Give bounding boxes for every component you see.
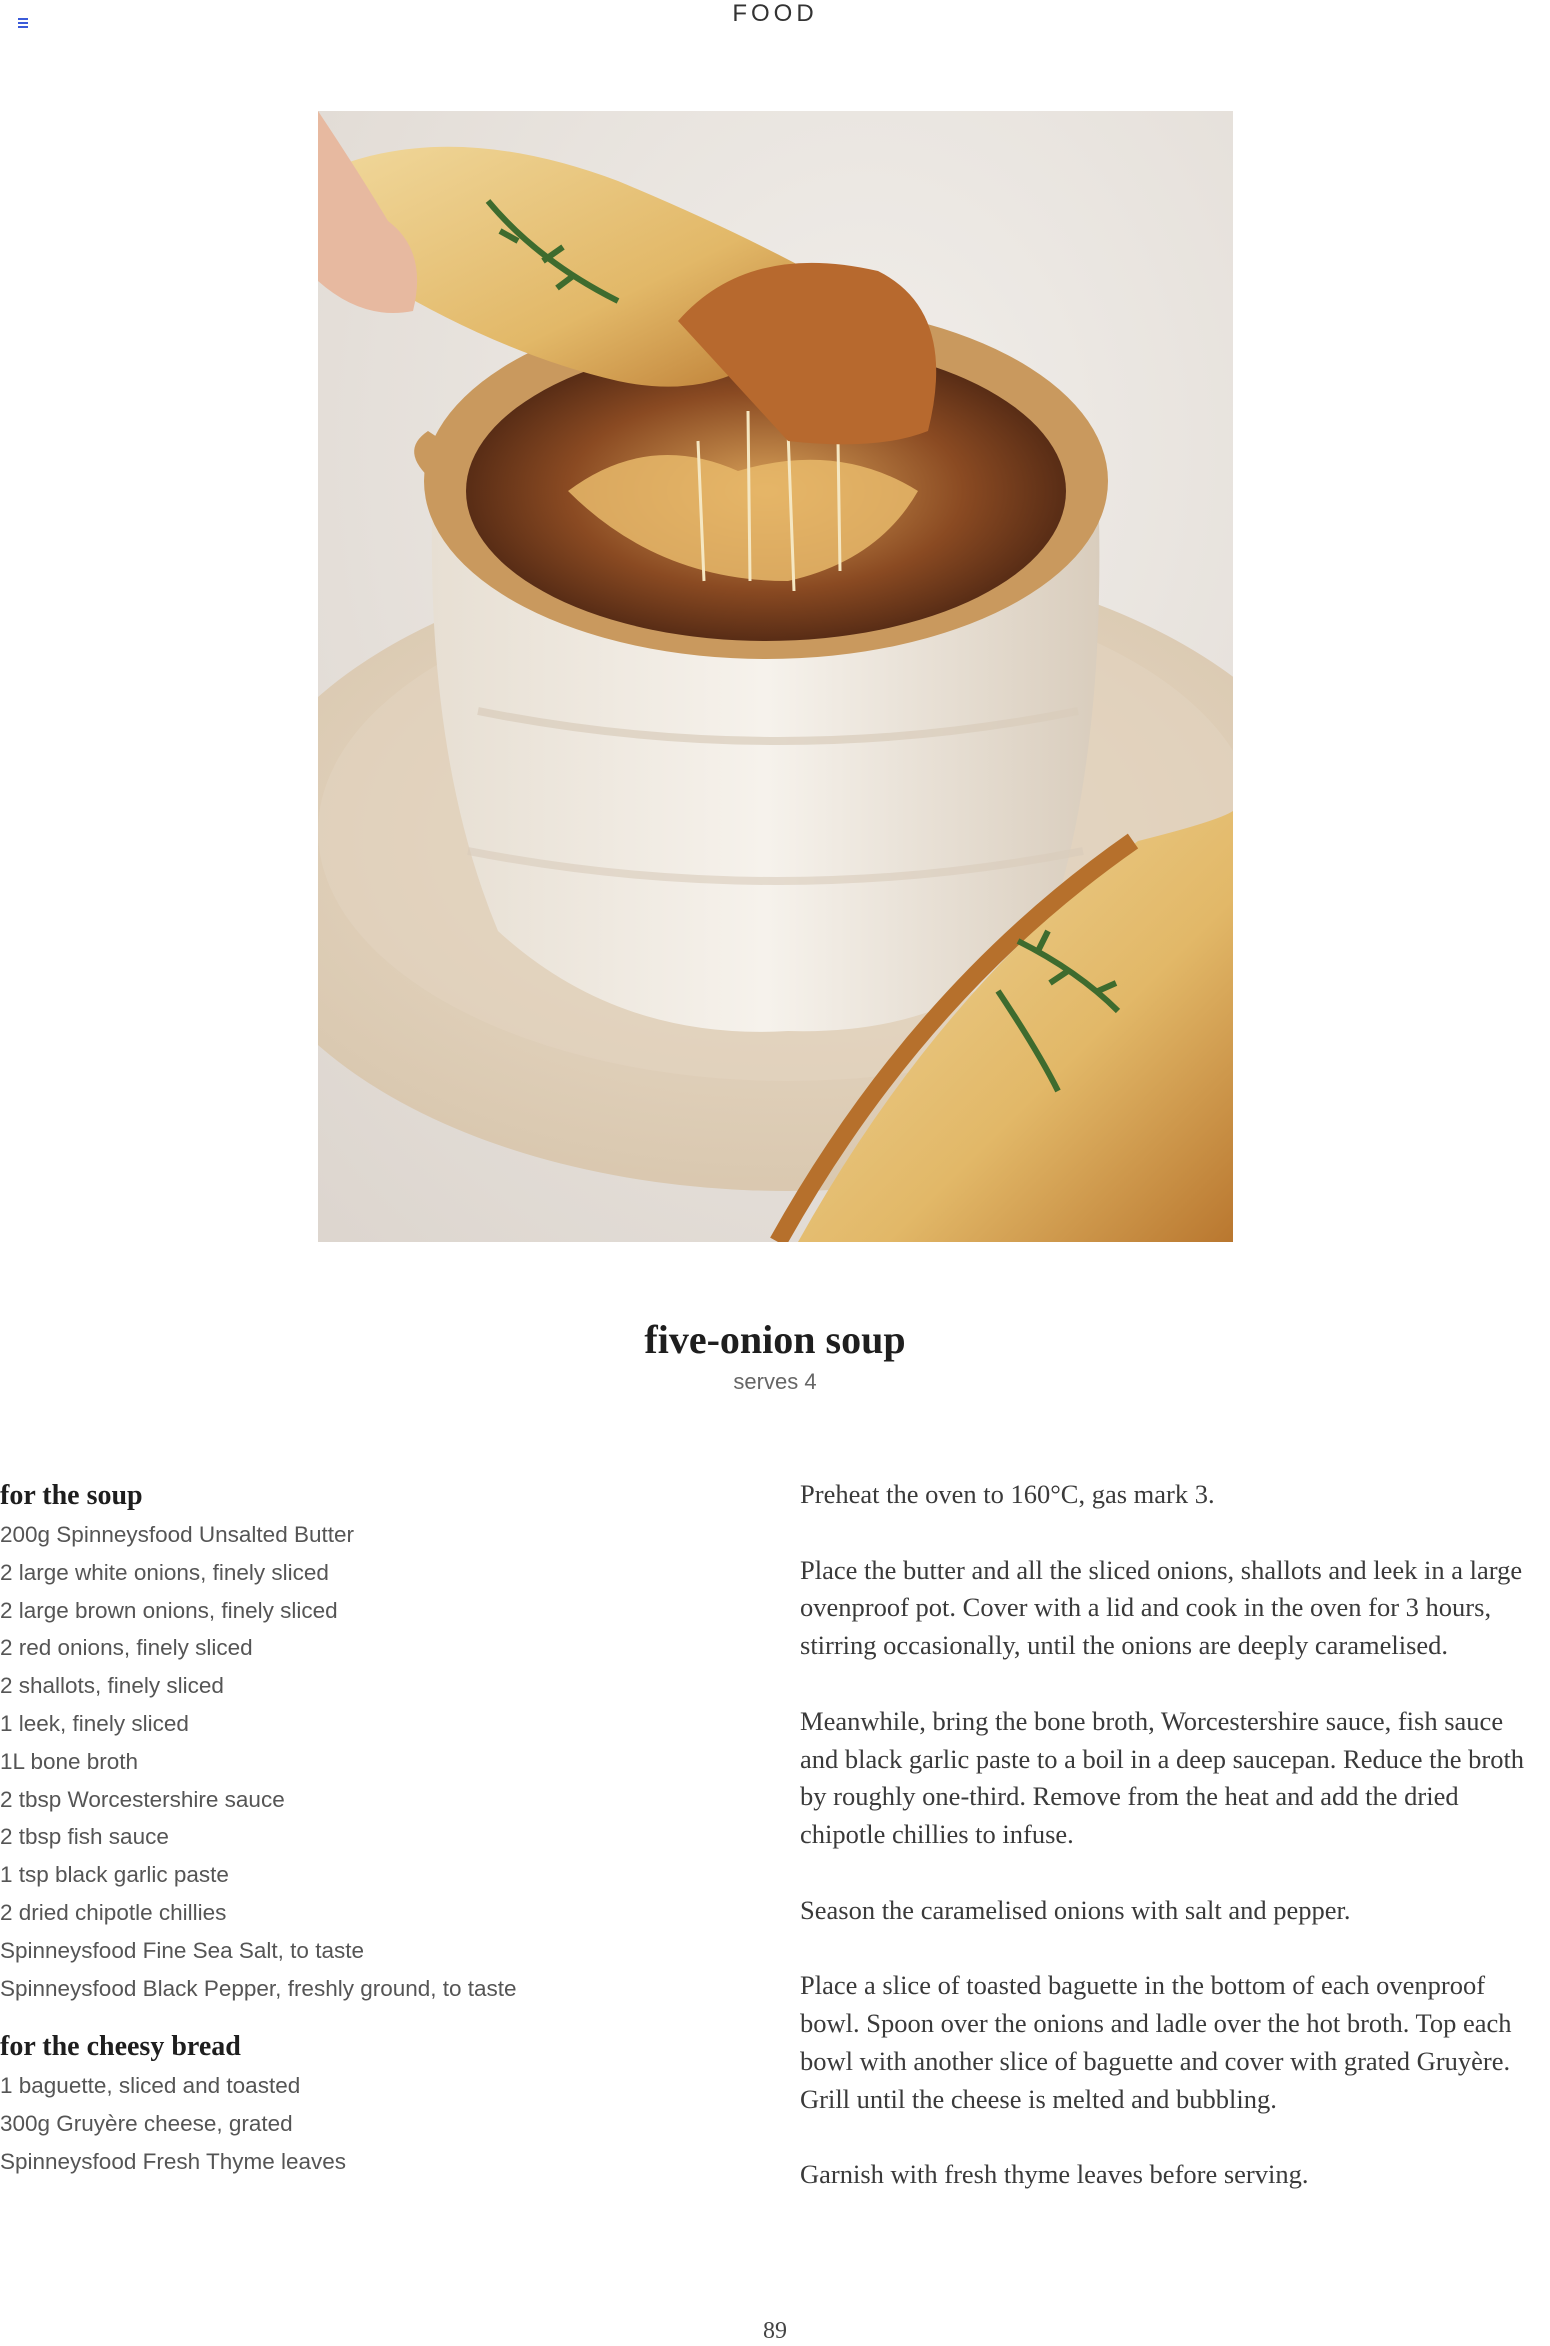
soup-photo bbox=[318, 111, 1233, 1242]
ingredient-item: Spinneysfood Fresh Thyme leaves bbox=[0, 2148, 347, 2174]
method-step: Meanwhile, bring the bone broth, Worcestershire sauce, fish sauce and black garlic paste to a boil in a deep saucepan. Reduce the broth by roughly one-third. Remove from the heat and add the dried chipotle chillies to infuse. bbox=[800, 1705, 1525, 1850]
section-label: FOOD bbox=[732, 0, 818, 27]
ingredient-item: 200g Spinneysfood Unsalted Butter bbox=[0, 1522, 354, 1547]
recipe-title-block bbox=[0, 1316, 1550, 1395]
method-step: Place the butter and all the sliced onions, shallots and leek in a large ovenproof pot. Cover with a lid and cook in the oven for 3 hours, stirring occasionally, until the onions are deeply caramelised. bbox=[800, 1554, 1523, 1661]
ingredient-item: 1 leek, finely sliced bbox=[0, 1710, 189, 1736]
ingredient-item: 300g Gruyère cheese, grated bbox=[0, 2111, 293, 2137]
ingredient-item: 2 dried chipotle chillies bbox=[0, 1899, 227, 1925]
bread-ingredients-heading: for the cheesy bread bbox=[0, 2031, 241, 2063]
serves-label: serves 4 bbox=[733, 1369, 817, 1394]
method-steps bbox=[800, 1476, 1545, 2232]
ingredient-item: 2 large white onions, finely sliced bbox=[0, 1559, 329, 1585]
ingredient-item: 2 red onions, finely sliced bbox=[0, 1635, 253, 1661]
ingredient-item: 2 shallots, finely sliced bbox=[0, 1673, 224, 1699]
method-step: Garnish with fresh thyme leaves before serving. bbox=[800, 2159, 1309, 2190]
ingredient-item: 2 tbsp Worcestershire sauce bbox=[0, 1786, 285, 1812]
ingredient-item: 1 baguette, sliced and toasted bbox=[0, 2073, 301, 2099]
ingredient-item: 2 tbsp fish sauce bbox=[0, 1824, 169, 1850]
ingredients-list bbox=[0, 1476, 700, 2181]
ingredient-item: 2 large brown onions, finely sliced bbox=[0, 1597, 338, 1623]
recipe-title: five-onion soup bbox=[644, 1317, 906, 1362]
method-step: Season the caramelised onions with salt and pepper. bbox=[800, 1894, 1351, 1925]
ingredient-item: 1 tsp black garlic paste bbox=[0, 1862, 229, 1888]
ingredient-item: 1L bone broth bbox=[0, 1748, 139, 1774]
page-number: 89 bbox=[763, 2318, 787, 2344]
method-step: Preheat the oven to 160°C, gas mark 3. bbox=[800, 1479, 1215, 1509]
soup-ingredients-heading: for the soup bbox=[0, 1480, 143, 1511]
ingredient-item: Spinneysfood Black Pepper, freshly ground, to taste bbox=[0, 1975, 517, 2001]
method-step: Place a slice of toasted baguette in the bottom of each ovenproof bowl. Spoon over the onions and ladle over the hot broth. Top each bowl with another slice of baguette and cover with grated Gruyère. Grill until the cheese is melted and bubbling. bbox=[800, 1970, 1512, 2114]
ingredient-item: Spinneysfood Fine Sea Salt, to taste bbox=[0, 1937, 364, 1963]
soup-photo-illustration bbox=[318, 111, 1233, 1242]
